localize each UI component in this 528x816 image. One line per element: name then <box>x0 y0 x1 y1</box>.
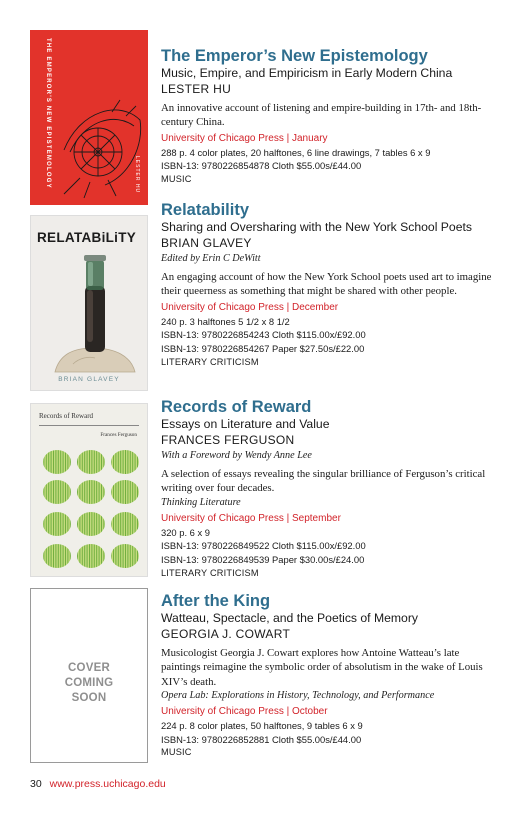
page-number: 30 <box>30 778 42 790</box>
book-cover-relatability[interactable] <box>30 215 148 391</box>
book-spec-isbn-cloth: ISBN-13: 9780226849522 Cloth $115.00x/£92.00 <box>161 540 366 552</box>
book-subtitle: Sharing and Oversharing with the New York School Poets <box>161 220 472 234</box>
book-author: BRIAN GLAVEY <box>161 236 252 250</box>
cover-rule <box>39 425 139 426</box>
cover-coming-soon-placeholder: COVER COMING SOON <box>64 662 114 704</box>
book-spec-isbn-paper: ISBN-13: 9780226854267 Paper $27.50s/£22.00 <box>161 343 365 354</box>
book-cover-emperors-new-epistemology[interactable] <box>30 30 148 205</box>
cover-title: RELATABiLiTY <box>37 230 137 245</box>
book-description: Musicologist Georgia J. Cowart explores how Antoine Watteau’s late paintings reimagine the symbolic order of absolutism in the wake of Louis XIV’s death. <box>161 647 483 688</box>
book-series: Opera Lab: Explorations in History, Technology, and Performance <box>161 690 435 702</box>
book-author: GEORGIA J. COWART <box>161 627 291 641</box>
cover-illustration-astrolabe-icon <box>50 90 146 200</box>
book-publisher-date: University of Chicago Press | September <box>161 512 341 524</box>
book-title[interactable]: The Emperor’s New Epistemology <box>161 47 428 65</box>
book-author: FRANCES FERGUSON <box>161 433 295 447</box>
book-publisher-date: University of Chicago Press | October <box>161 706 328 718</box>
book-entry-emperors-new-epistemology <box>161 47 501 186</box>
book-spec-isbn-cloth: ISBN-13: 9780226852881 Cloth $55.00s/£44.00 <box>161 733 362 745</box>
press-website-link[interactable]: www.press.uchicago.edu <box>49 778 166 790</box>
book-cover-records-of-reward[interactable] <box>30 403 148 577</box>
book-publisher-date: University of Chicago Press | January <box>161 132 328 144</box>
book-entry-records-of-reward <box>161 398 501 580</box>
book-spec-format: 320 p. 6 x 9 <box>161 526 210 538</box>
cover-spine-title: THE EMPEROR'S NEW EPISTEMOLOGY <box>45 38 51 189</box>
book-category: LITERARY CRITICISM <box>161 356 259 367</box>
book-spec-format: 288 p. 4 color plates, 20 halftones, 6 line drawings, 7 tables 6 x 9 <box>161 146 431 158</box>
book-category: MUSIC <box>161 174 192 184</box>
page-footer <box>30 778 166 790</box>
book-title[interactable]: After the King <box>161 592 271 610</box>
cover-title: Records of Reward <box>39 412 94 420</box>
book-title[interactable]: Records of Reward <box>161 398 312 416</box>
book-foreword: With a Foreword by Wendy Anne Lee <box>161 450 312 461</box>
book-publisher-date: University of Chicago Press | December <box>161 301 339 313</box>
book-description: An engaging account of how the New York School poets used art to imagine their queerness as something that might be shared with other people. <box>161 271 492 298</box>
book-description: A selection of essays revealing the singular brilliance of Ferguson’s critical writing over four decades. <box>161 468 486 495</box>
book-description: An innovative account of listening and empire-building in 17th- and 18th-century China. <box>161 102 482 129</box>
cover-author: BRIAN GLAVEY <box>58 376 120 383</box>
book-category: LITERARY CRITICISM <box>161 567 259 578</box>
cover-illustration-grass-pattern-icon <box>41 448 141 570</box>
cover-author: LESTER HU <box>134 155 140 193</box>
book-author: LESTER HU <box>161 82 232 96</box>
book-category: MUSIC <box>161 747 192 758</box>
book-title[interactable]: Relatability <box>161 201 250 219</box>
book-spec-format: 224 p. 8 color plates, 50 halftones, 9 tables 6 x 9 <box>161 720 363 732</box>
book-entry-relatability <box>161 201 501 369</box>
book-cover-after-the-king[interactable] <box>30 588 148 763</box>
book-spec-isbn-paper: ISBN-13: 9780226849539 Paper $30.00s/£24.00 <box>161 554 365 565</box>
cover-author: Frances Ferguson <box>100 432 137 438</box>
book-entry-after-the-king <box>161 592 501 759</box>
book-subtitle: Essays on Literature and Value <box>161 417 330 431</box>
cover-illustration-bottle-icon <box>45 252 141 378</box>
book-subtitle: Watteau, Spectacle, and the Poetics of Memory <box>161 611 418 625</box>
book-editor: Edited by Erin C DeWitt <box>161 253 261 264</box>
book-series: Thinking Literature <box>161 496 241 508</box>
book-spec-format: 240 p. 3 halftones 5 1/2 x 8 1/2 <box>161 315 290 327</box>
book-subtitle: Music, Empire, and Empiricism in Early Modern China <box>161 66 453 80</box>
book-spec-isbn-cloth: ISBN-13: 9780226854878 Cloth $55.00s/£44.00 <box>161 160 362 172</box>
book-spec-isbn-cloth: ISBN-13: 9780226854243 Cloth $115.00x/£92.00 <box>161 329 366 341</box>
